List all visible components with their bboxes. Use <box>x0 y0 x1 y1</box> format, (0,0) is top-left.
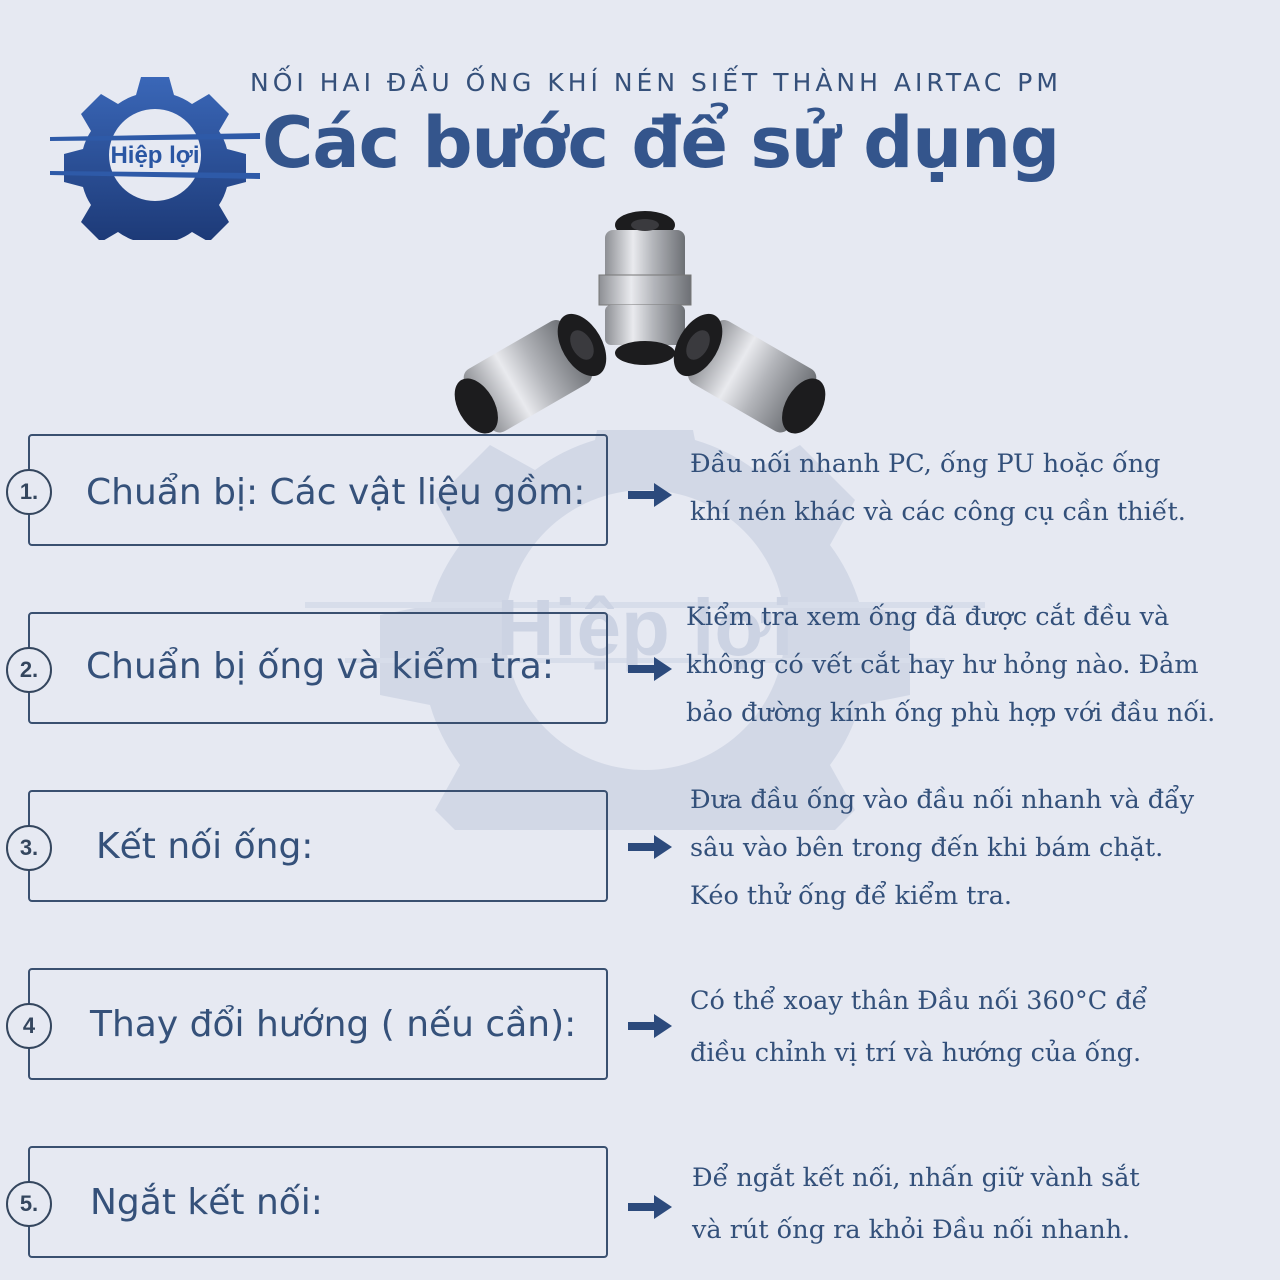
step-number-4: 4 <box>6 1003 52 1049</box>
page-subtitle: NỐI HAI ĐẦU ỐNG KHÍ NÉN SIẾT THÀNH AIRTAC PM <box>250 68 1062 97</box>
step-description-5: Để ngắt kết nối, nhấn giữ vành sắt và rút ống ra khỏi Đầu nối nhanh. <box>692 1163 1140 1245</box>
company-logo <box>50 75 260 240</box>
step-description-2: Kiểm tra xem ống đã được cắt đều và không có vết cắt hay hư hỏng nào. Đảm bảo đường kính ống phù hợp với đầu nối. <box>686 602 1216 728</box>
arrow-right-icon <box>628 657 672 681</box>
fitting-product-image <box>450 205 830 435</box>
arrow-right-icon <box>628 483 672 507</box>
arrow-right-icon <box>628 1014 672 1038</box>
step-label-3: Kết nối ống: <box>96 826 314 867</box>
logo-text: Hiệp lợi <box>110 142 200 169</box>
step-description-3: Đưa đầu ống vào đầu nối nhanh và đẩy sâu vào bên trong đến khi bám chặt. Kéo thử ống để kiểm tra. <box>690 785 1195 911</box>
step-description-1: Đầu nối nhanh PC, ống PU hoặc ống khí nén khác và các công cụ cần thiết. <box>690 449 1186 527</box>
page-title: Các bước để sử dụng <box>262 102 1060 184</box>
arrow-right-icon <box>628 1195 672 1219</box>
step-label-1: Chuẩn bị: Các vật liệu gồm: <box>86 472 586 513</box>
step-number-1: 1. <box>6 469 52 515</box>
step-label-2: Chuẩn bị ống và kiểm tra: <box>86 646 554 687</box>
arrow-right-icon <box>628 835 672 859</box>
step-description-4: Có thể xoay thân Đầu nối 360°C để điều chỉnh vị trí và hướng của ống. <box>690 986 1148 1068</box>
step-number-2: 2. <box>6 647 52 693</box>
watermark-text: Hiệp lợi <box>496 583 794 672</box>
step-label-5: Ngắt kết nối: <box>90 1182 323 1223</box>
step-label-4: Thay đổi hướng ( nếu cần): <box>90 1004 577 1045</box>
step-number-5: 5. <box>6 1181 52 1227</box>
step-number-3: 3. <box>6 825 52 871</box>
